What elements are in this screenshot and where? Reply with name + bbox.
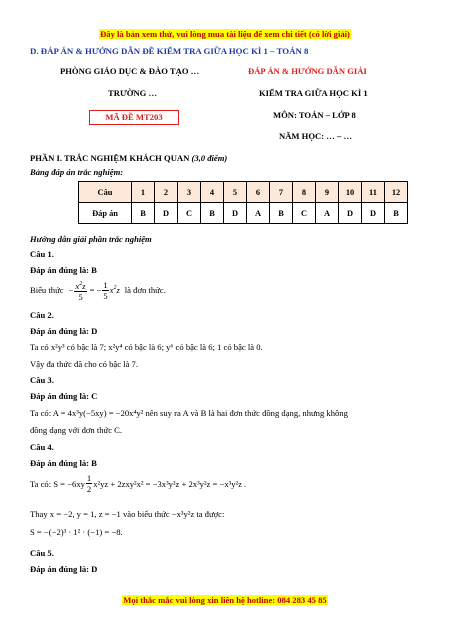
answer-table-question: 2 (155, 182, 178, 203)
answer-table-label-answer: Đáp án (79, 203, 132, 224)
q1-fraction-left: $\frac{x^2z}{5}$ (75, 280, 86, 302)
q4-answer: Đáp án đúng là: B (30, 458, 97, 468)
q1-text-pre: Biểu thức (30, 285, 64, 296)
q1-text-post: là đơn thức. (124, 285, 166, 296)
preview-banner-text: Đây là bản xem thử, vui lòng mua tài liệu để xem chi tiết (có lời giải) (100, 29, 350, 39)
answer-table-answer: C (178, 203, 201, 224)
answer-table-header-row (79, 182, 408, 203)
answer-table-question: 3 (178, 182, 201, 203)
exam-code-box: MÃ ĐỀ MT203 (89, 110, 179, 125)
answer-table-answer: B (132, 203, 155, 224)
answer-table-answer: B (270, 203, 293, 224)
answer-table-question: 10 (339, 182, 362, 203)
part1-score: (3,0 điểm) (191, 153, 228, 163)
answer-table-answer: A (316, 203, 339, 224)
header-department: PHÒNG GIÁO DỤC & ĐÀO TẠO … (60, 66, 200, 76)
q1-label: Câu 1. (30, 249, 54, 259)
q1-answer: Đáp án đúng là: B (30, 265, 97, 275)
answer-table-answer: A (247, 203, 270, 224)
answer-table-answer: B (201, 203, 224, 224)
answer-table-answer: D (362, 203, 385, 224)
answer-table-question: 9 (316, 182, 339, 203)
answer-table-answer-row (79, 203, 408, 224)
q4-line1-post: x²yz + 2zxy²x² = −3x³y²z + 2x³y²z = −x³y²z . (93, 478, 247, 489)
answer-table-title: Bảng đáp án trắc nghiệm: (30, 167, 124, 177)
hotline-footer (0, 590, 450, 608)
q5-answer: Đáp án đúng là: D (30, 564, 98, 574)
header-exam-name: KIỂM TRA GIỮA HỌC KÌ 1 (259, 88, 368, 98)
q4-line2: Thay x = −2, y = 1, z = −1 vào biểu thức −x³y²z ta được: (30, 509, 225, 519)
q2-line1: Ta có x²y³ có bậc là 7; x²y⁴ có bậc là 6; y⁶ có bậc là 6; 1 có bậc là 0. (30, 342, 263, 352)
answer-table-label-question: Câu (79, 182, 132, 203)
q4-line1 (30, 473, 246, 494)
part1-title-text: PHẦN I. TRẮC NGHIỆM KHÁCH QUAN (30, 153, 190, 163)
q2-line2: Vậy đa thức đã cho có bậc là 7. (30, 359, 138, 369)
answer-table (78, 181, 408, 224)
answer-table-answer: D (155, 203, 178, 224)
q3-line1: Ta có: A = 4x³y(−5xy) = −20x⁴y² nên suy ra A và B là hai đơn thức đồng dạng, nhưng không (30, 408, 348, 418)
answer-table-question: 12 (385, 182, 408, 203)
answer-table-answer: D (339, 203, 362, 224)
q4-line1-pre: Ta có: S = −6xy (30, 478, 85, 489)
answer-table-answer: C (293, 203, 316, 224)
answer-table-question: 8 (293, 182, 316, 203)
hotline-footer-text: Mọi thắc mắc vui lòng xin liên hệ hotline: 084 283 45 85 (123, 595, 327, 605)
answer-table-question: 6 (247, 182, 270, 203)
q5-label: Câu 5. (30, 548, 54, 558)
answer-table-question: 7 (270, 182, 293, 203)
q3-line2: đồng dạng với đơn thức C. (30, 425, 123, 435)
q4-label: Câu 4. (30, 442, 54, 452)
header-answer-title: ĐÁP ÁN & HƯỚNG DẪN GIẢI (248, 66, 367, 76)
q3-label: Câu 3. (30, 375, 54, 385)
q3-answer: Đáp án đúng là: C (30, 391, 98, 401)
guide-title: Hướng dẫn giải phần trắc nghiệm (30, 234, 152, 244)
header-subject: MÔN: TOÁN – LỚP 8 (273, 110, 356, 120)
answer-table-answer: B (385, 203, 408, 224)
q4-fraction: $\frac{1}{2}$ (86, 473, 92, 494)
answer-table-question: 11 (362, 182, 385, 203)
q1-statement: Biểu thức − $\frac{x^2z}{5}$ = − $\frac{1}{5}$ $x^2z$ là đơn thức. (30, 279, 166, 302)
part1-title (30, 153, 227, 163)
answer-table-question: 4 (201, 182, 224, 203)
answer-table-question: 1 (132, 182, 155, 203)
answer-table-answer: D (224, 203, 247, 224)
header-school-year: NĂM HỌC: … – … (279, 131, 353, 141)
q2-answer: Đáp án đúng là: D (30, 326, 98, 336)
header-school: TRƯỜNG … (108, 88, 158, 98)
q2-label: Câu 2. (30, 310, 54, 320)
answer-table-question: 5 (224, 182, 247, 203)
preview-banner (0, 24, 450, 42)
document-title: D. ĐÁP ÁN & HƯỚNG DẪN ĐỀ KIỂM TRA GIỮA HỌC KÌ 1 – TOÁN 8 (30, 46, 309, 56)
q1-fraction-right: $\frac{1}{5}$ (103, 279, 108, 301)
q4-line3: S = −(−2)³ · 1² · (−1) = −8. (30, 527, 123, 537)
